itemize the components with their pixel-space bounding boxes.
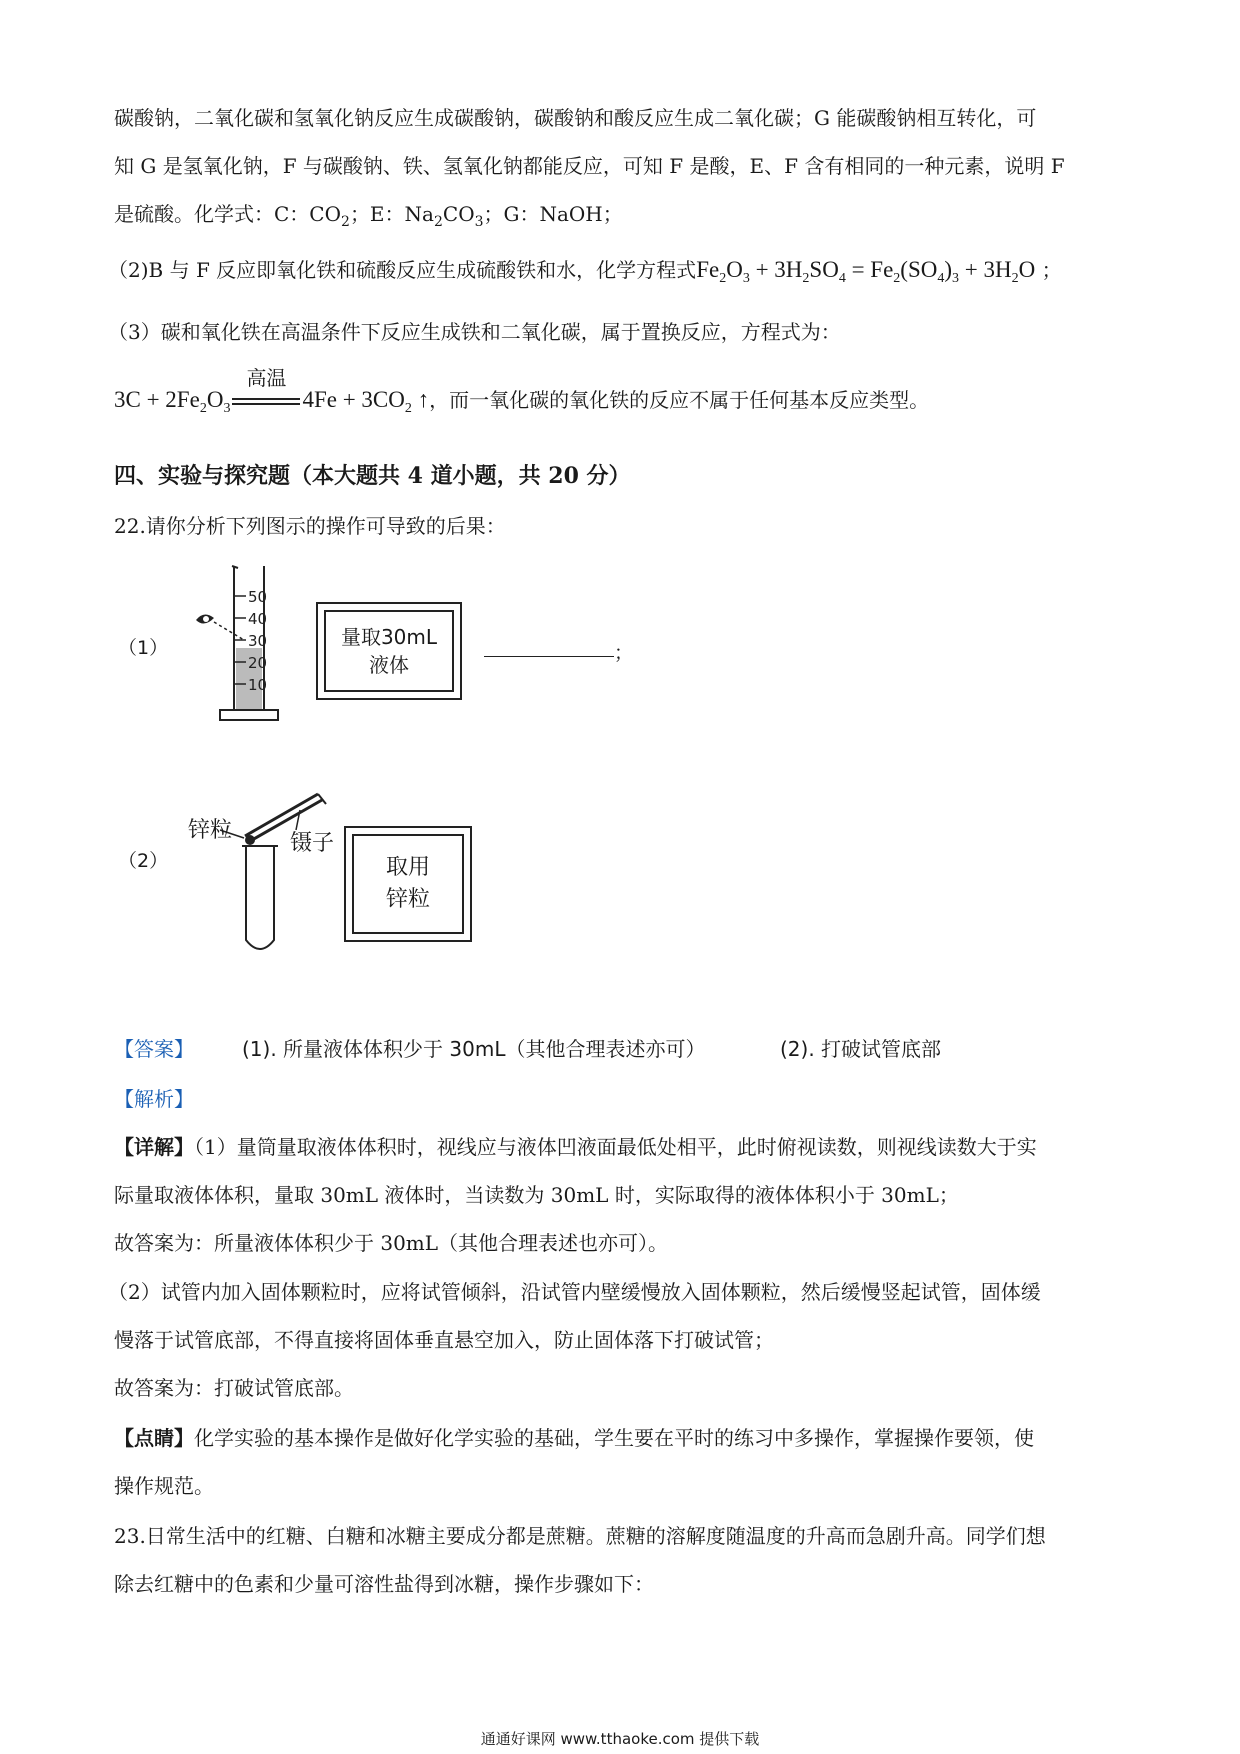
tweezers-label: 镊子 — [290, 831, 335, 856]
operation-box-line-2: 液体 — [369, 653, 409, 677]
zinc-particle-label: 锌粒 — [188, 818, 233, 843]
detail-line-6: 故答案为：打破试管底部。 — [114, 1376, 354, 1400]
analysis-line-2: 知 G 是氢氧化钠，F 与碳酸钠、铁、氢氧化钠都能反应，可知 F 是酸，E、F 含有相同的一种元素，说明 F — [114, 154, 1065, 178]
cylinder-mark-40: 40 — [248, 610, 268, 628]
operation-box-line-2: 锌粒 — [385, 887, 430, 912]
cylinder-mark-10: 10 — [248, 676, 268, 694]
detail-line-4: （2）试管内加入固体颗粒时，应将试管倾斜，沿试管内壁缓慢放入固体颗粒，然后缓慢竖起试管，固体缓 — [108, 1280, 1041, 1304]
reaction-condition: 高温 — [246, 365, 287, 390]
section-title: 四、实验与探究题（本大题共 4 道小题，共 20 分） — [114, 463, 631, 489]
eye-icon — [196, 614, 214, 623]
point-line-1: 【点睛】化学实验的基本操作是做好化学实验的基础，学生要在平时的练习中多操作，掌握操作要领，使 — [114, 1426, 1034, 1450]
answer-blank-1 — [484, 656, 614, 657]
detail-line-2: 际量取液体体积，量取 30mL 液体时，当读数为 30mL 时，实际取得的液体体积小于 30mL； — [114, 1183, 959, 1207]
detail-line-1: 【详解】（1）量筒量取液体体积时，视线应与液体凹液面最低处相平，此时俯视读数，则视线读数大于实 — [114, 1135, 1037, 1159]
page-footer: 通通好课网 www.tthaoke.com 提供下载 — [480, 1730, 760, 1748]
operation-box-take-zinc — [344, 826, 472, 942]
detail-tag: 【详解】 — [114, 1135, 194, 1159]
graduated-cylinder-figure — [190, 560, 300, 730]
equation-carbon-fe2o3: $3C + 2Fe_2O_3$ 高温 $4Fe + 3CO_2$ ↑，而一氧化碳的氧化铁的反应不属于任何基本反应类型。 — [114, 365, 930, 416]
q23-line-1: 23.日常生活中的红糖、白糖和冰糖主要成分都是蔗糖。蔗糖的溶解度随温度的升高而急剧升高。同学们想 — [114, 1524, 1046, 1548]
answer-1: (1). 所量液体体积少于 30mL（其他合理表述亦可） — [242, 1037, 706, 1061]
operation-box-line-1: 量取30mL — [340, 625, 438, 649]
answer-blank-end: ； — [614, 642, 634, 664]
point-tag: 【点睛】 — [114, 1426, 194, 1450]
analysis-tag: 【解析】 — [114, 1087, 194, 1111]
q22-stem: 22.请你分析下列图示的操作可导致的后果： — [114, 514, 506, 538]
answer-2: (2). 打破试管底部 — [780, 1037, 942, 1061]
answer-tag: 【答案】 — [114, 1037, 194, 1061]
cylinder-mark-20: 20 — [248, 654, 268, 672]
point-line-2: 操作规范。 — [114, 1474, 214, 1498]
equation-fe2o3-h2so4: $Fe_2O_3 + 3H_2SO_4 = Fe_2(SO_4)_3 + 3H_2O$ — [696, 257, 1036, 286]
q23-line-2: 除去红糖中的色素和少量可溶性盐得到冰糖，操作步骤如下： — [114, 1572, 654, 1596]
analysis-line-3: 是硫酸。化学式：C：$CO_2$；E：$Na_2CO_3$；G：NaOH； — [114, 202, 623, 230]
operation-box-measure — [316, 602, 462, 700]
detail-line-5: 慢落于试管底部，不得直接将固体垂直悬空加入，防止固体落下打破试管； — [114, 1328, 774, 1352]
cylinder-mark-30: 30 — [248, 632, 268, 650]
analysis-line-1: 碳酸钠，二氧化碳和氢氧化钠反应生成碳酸钠，碳酸钠和酸反应生成二氧化碳；G 能碳酸钠相互转化，可 — [114, 106, 1037, 130]
detail-line-3: 故答案为：所量液体体积少于 30mL（其他合理表述也亦可）。 — [114, 1231, 669, 1255]
operation-box-line-1: 取用 — [385, 855, 430, 880]
q22-item-2-number: （2） — [118, 850, 169, 872]
q22-item-1-number: （1） — [118, 637, 169, 659]
analysis-part-2: （2)B 与 F 反应即氧化铁和硫酸反应生成硫酸铁和水，化学方程式$Fe_2O_3 + 3H_2SO_4 = Fe_2(SO_4)_3 + 3H_2O$ ； — [108, 257, 1062, 286]
analysis-part-3: （3）碳和氧化铁在高温条件下反应生成铁和二氧化碳，属于置换反应，方程式为： — [108, 320, 841, 344]
cylinder-mark-50: 50 — [248, 588, 268, 606]
